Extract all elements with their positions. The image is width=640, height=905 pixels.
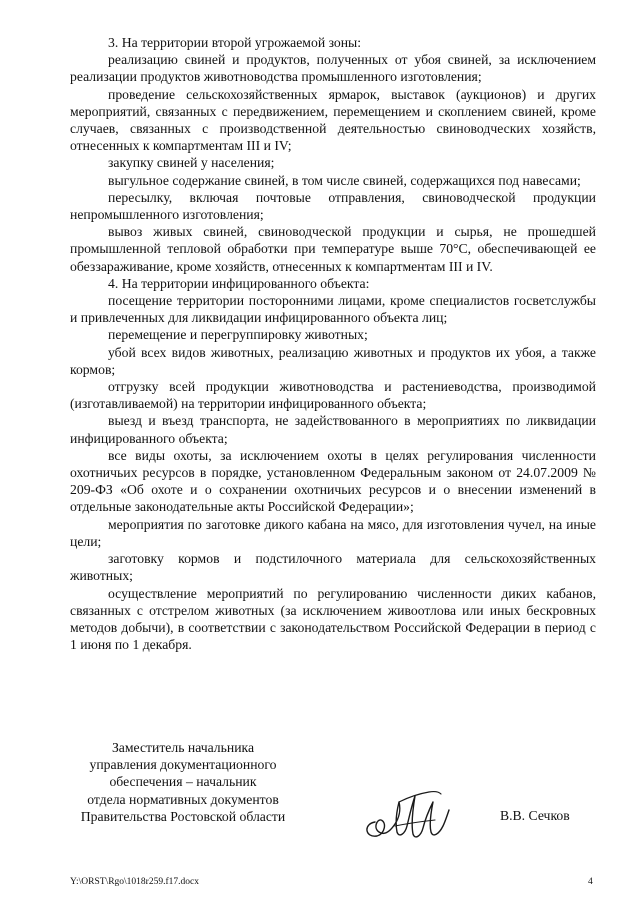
page-number: 4 <box>588 877 593 887</box>
restriction-item: вывоз живых свиней, свиноводческой продукции и сырья, не прошедшей промышленной тепловой обработки при температуре выше 70°С, обеспечивающей ее обеззараживание, кроме хозяйств, отнесенных к компартментам III и IV. <box>70 224 596 274</box>
handwritten-signature <box>355 780 465 850</box>
footer-file-path: Y:\ORST\Rgo\1018r259.f17.docx <box>70 877 199 887</box>
restriction-item: посещение территории посторонними лицами, кроме специалистов госветслужбы и привлеченных для ликвидации инфицированного объекта лиц; <box>70 293 596 326</box>
restriction-item: проведение сельскохозяйственных ярмарок, выставок (аукционов) и других мероприятий, связанных с передвижением, перемещением и скоплением свиней, кроме случаев, связанных с производственной деятельностью свиноводческих хозяйств, отнесенных к компартментам III и IV; <box>70 86 596 154</box>
signatory-title-line: отдела нормативных документов <box>87 791 279 807</box>
restriction-item: пересылку, включая почтовые отправления, свиноводческой продукции непромышленного изготовления; <box>70 189 596 223</box>
signatory-title-line: обеспечения – начальник <box>109 774 257 790</box>
signatory-title-line: управления документационного <box>89 757 277 773</box>
signatory-title-line: Правительства Ростовской области <box>80 808 286 824</box>
restriction-item: отгрузку всей продукции животноводства и растениеводства, производимой (изготавливаемой) на территории инфицированного объекта; <box>70 379 596 412</box>
restriction-item: выгульное содержание свиней, в том числе свиней, содержащихся под навесами; <box>108 172 581 188</box>
restriction-item: закупку свиней у населения; <box>108 155 275 171</box>
signatory-title <box>58 739 308 825</box>
restriction-item: убой всех видов животных, реализацию животных и продуктов их убоя, а также кормов; <box>70 344 596 377</box>
restriction-item: все виды охоты, за исключением охоты в целях регулирования численности охотничьих ресурсов в порядке, установленном Федеральным законом от 24.07.2009 № 209-ФЗ «Об охоте и о сохранении охотничьих ресурсов и о внесении изменений в отдельные законодательные акты Российской Федерации»; <box>70 447 596 515</box>
restriction-item: заготовку кормов и подстилочного материала для сельскохозяйственных животных; <box>70 551 596 584</box>
restriction-item: перемещение и перегруппировку животных; <box>108 327 368 343</box>
signatory-title-line: Заместитель начальника <box>111 740 255 755</box>
restriction-item: осуществление мероприятий по регулированию численности диких кабанов, связанных с отстрелом животных (за исключением живоотлова или иных бескровных методов добычи), в соответствии с законодательством Российской Федерации в период с 1 июня по 1 декабря. <box>70 585 596 653</box>
section-4-heading: 4. На территории инфицированного объекта: <box>108 275 370 291</box>
section-3-heading: 3. На территории второй угрожаемой зоны: <box>108 35 362 50</box>
restriction-item: выезд и въезд транспорта, не задействованного в мероприятиях по ликвидации инфицированного объекта; <box>70 413 596 446</box>
document-body <box>70 34 596 653</box>
signatory-name: В.В. Сечков <box>500 808 570 823</box>
restriction-item: реализацию свиней и продуктов, полученных от убоя свиней, за исключением реализации продуктов животноводства промышленного изготовления; <box>70 52 596 85</box>
restriction-item: мероприятия по заготовке дикого кабана на мясо, для изготовления чучел, на иные цели; <box>70 516 596 549</box>
